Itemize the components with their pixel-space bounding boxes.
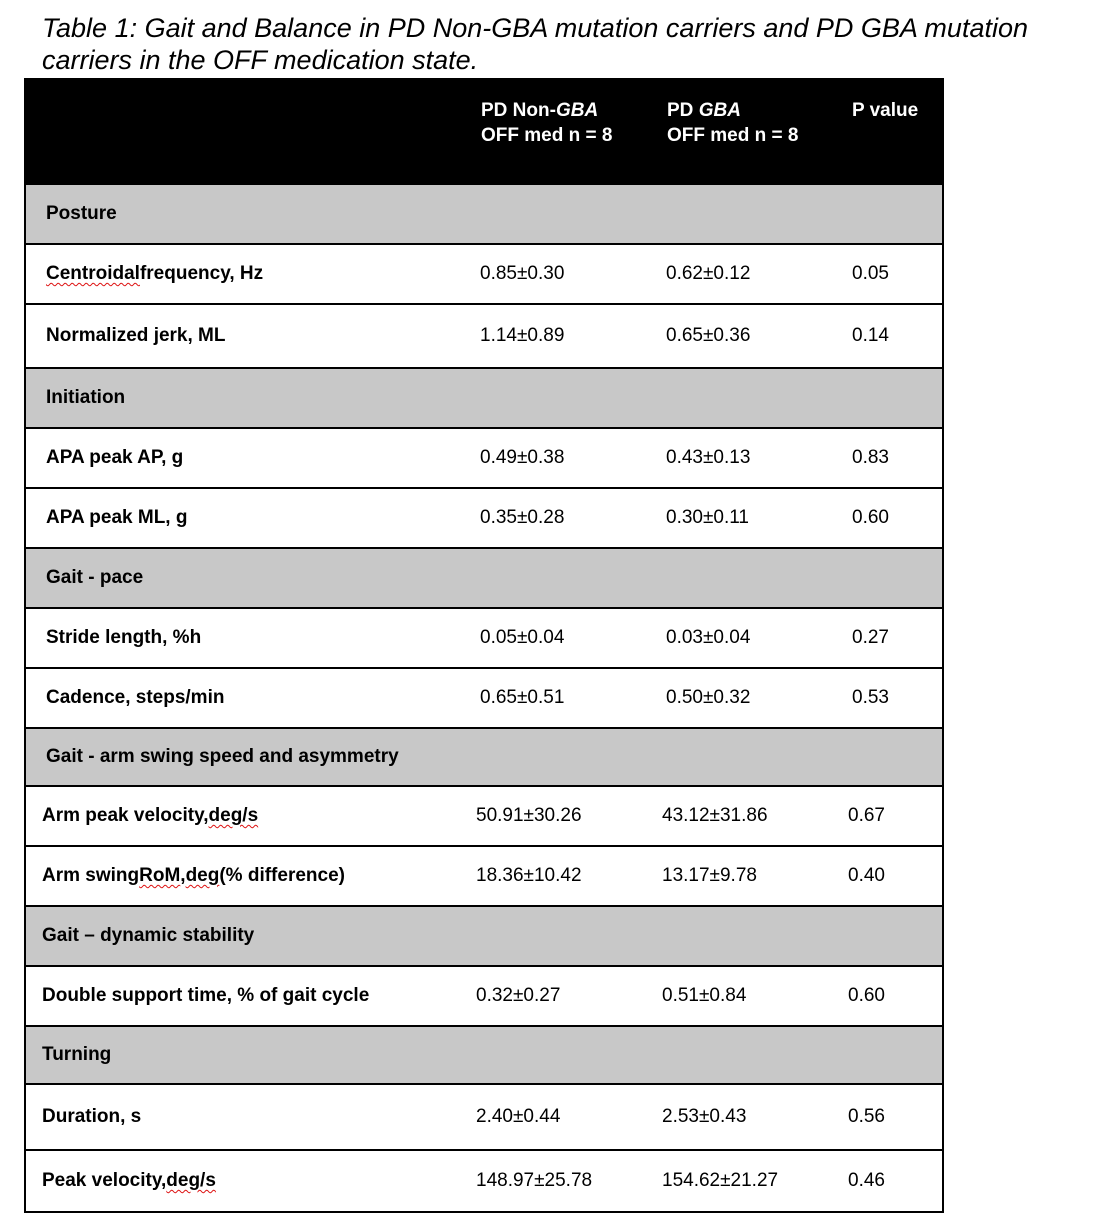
table-row (26, 967, 942, 1027)
table-row (26, 847, 942, 907)
table-row (26, 245, 942, 305)
header-gba: PD GBA OFF med n = 8 (667, 100, 799, 146)
header-p-value: P value (852, 100, 919, 121)
row-label: Double support time, % of gait cycle (42, 985, 370, 1006)
table-row (26, 609, 942, 669)
value-nongba: 0.35±0.28 (480, 507, 565, 528)
table-row (26, 1085, 942, 1151)
value-gba: 13.17±9.78 (662, 865, 757, 886)
row-label: Arm peak velocity, deg/s (42, 805, 259, 826)
value-p: 0.67 (848, 805, 885, 826)
section-label: Turning (42, 1044, 112, 1065)
value-p: 0.56 (848, 1106, 885, 1127)
row-label: Normalized jerk, ML (46, 325, 226, 346)
table-row (26, 669, 942, 729)
section-label: Gait - arm swing speed and asymmetry (46, 746, 399, 767)
value-p: 0.46 (848, 1170, 885, 1191)
value-gba: 0.30±0.11 (666, 507, 749, 528)
value-gba: 2.53±0.43 (662, 1106, 747, 1127)
row-label: APA peak ML, g (46, 507, 188, 528)
value-nongba: 18.36±10.42 (476, 865, 582, 886)
value-nongba: 0.65±0.51 (480, 687, 565, 708)
section-label: Gait - pace (46, 567, 144, 588)
value-gba: 0.62±0.12 (666, 263, 751, 284)
value-p: 0.83 (852, 447, 889, 468)
table-row (26, 429, 942, 489)
section-label: Posture (46, 203, 117, 224)
caption-line-2: carriers in the OFF medication state. (42, 45, 479, 75)
value-p: 0.60 (848, 985, 885, 1006)
value-p: 0.14 (852, 325, 889, 346)
table-header (26, 80, 942, 185)
value-gba: 0.51±0.84 (662, 985, 747, 1006)
value-p: 0.60 (852, 507, 889, 528)
row-label: APA peak AP, g (46, 447, 184, 468)
row-label: Arm swing RoM , deg (% difference) (42, 865, 345, 886)
section-row (26, 907, 942, 967)
value-gba: 0.65±0.36 (666, 325, 751, 346)
value-gba: 154.62±21.27 (662, 1170, 779, 1191)
value-nongba: 50.91±30.26 (476, 805, 582, 826)
table-row (26, 489, 942, 549)
value-nongba: 0.32±0.27 (476, 985, 561, 1006)
table-row (26, 787, 942, 847)
table-caption (42, 12, 1092, 76)
results-table (24, 78, 944, 1213)
value-p: 0.53 (852, 687, 889, 708)
table-row (26, 1151, 942, 1213)
row-label: Cadence, steps/min (46, 687, 225, 708)
header-nongba: PD Non-GBA OFF med n = 8 (481, 100, 613, 146)
value-p: 0.05 (852, 263, 889, 284)
section-label: Initiation (46, 387, 126, 408)
table-row (26, 305, 942, 369)
value-gba: 0.43±0.13 (666, 447, 751, 468)
section-row (26, 369, 942, 429)
value-gba: 43.12±31.86 (662, 805, 768, 826)
value-gba: 0.03±0.04 (666, 627, 751, 648)
caption-line-1: Table 1: Gait and Balance in PD Non-GBA mutation carriers and PD GBA mutation (42, 13, 1028, 43)
section-row (26, 549, 942, 609)
value-nongba: 0.05±0.04 (480, 627, 565, 648)
value-p: 0.27 (852, 627, 889, 648)
row-label: Duration, s (42, 1106, 142, 1127)
value-nongba: 148.97±25.78 (476, 1170, 593, 1191)
value-gba: 0.50±0.32 (666, 687, 751, 708)
value-nongba: 0.49±0.38 (480, 447, 565, 468)
value-p: 0.40 (848, 865, 885, 886)
value-nongba: 1.14±0.89 (480, 325, 565, 346)
section-row (26, 1027, 942, 1085)
section-label: Gait – dynamic stability (42, 925, 255, 946)
section-row (26, 185, 942, 245)
section-row (26, 729, 942, 787)
value-nongba: 2.40±0.44 (476, 1106, 561, 1127)
row-label: Centroidal frequency, Hz (46, 263, 264, 284)
row-label: Stride length, %h (46, 627, 202, 648)
value-nongba: 0.85±0.30 (480, 263, 565, 284)
row-label: Peak velocity, deg/s (42, 1170, 216, 1191)
table-body (26, 185, 942, 1213)
